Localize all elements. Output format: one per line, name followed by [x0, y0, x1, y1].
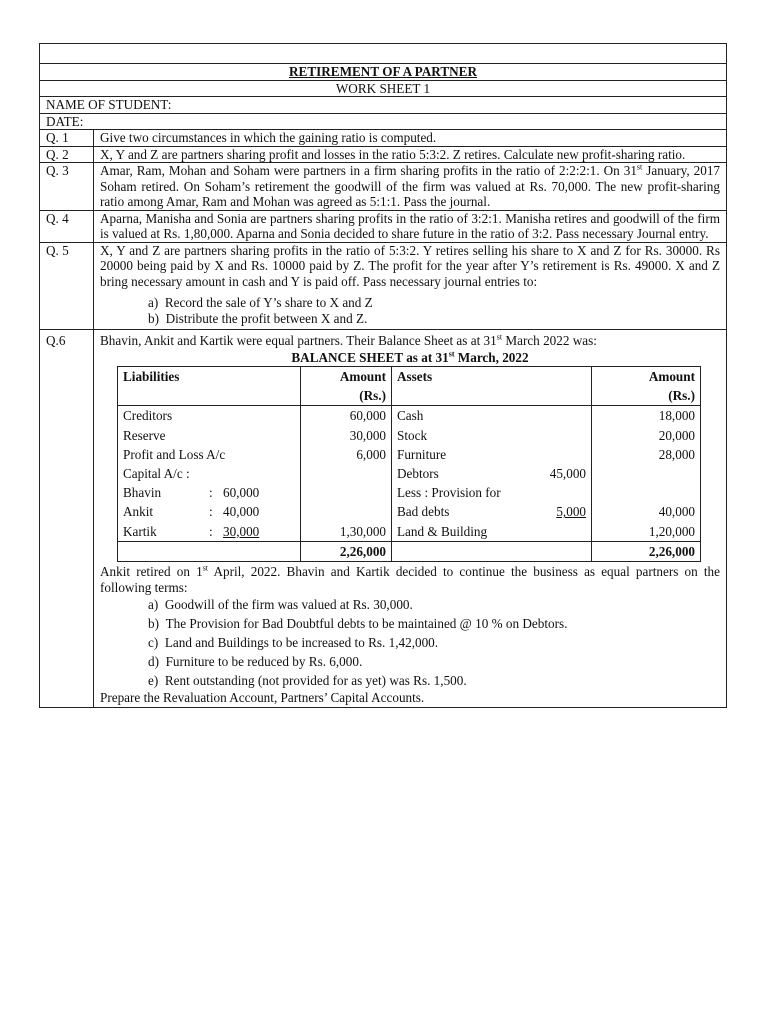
term-item: d) Furniture to be reduced by Rs. 6,000. [148, 654, 363, 670]
asset-label: Debtors [397, 466, 439, 482]
question-text [94, 163, 727, 211]
asset-amount: 28,000 [658, 446, 695, 462]
amount-header [301, 367, 392, 406]
question-text [100, 564, 720, 595]
provision-amount: 5,000 [556, 504, 586, 520]
amount-header [592, 367, 701, 406]
partner-capital: 40,000 [223, 504, 260, 520]
partner-capital-row [123, 483, 295, 502]
date-field[interactable]: DATE: [40, 113, 727, 130]
question-text-part: April, 2022. Bhavin and Kartik decided to continue the business as equal partners on the following terms: [100, 564, 720, 595]
term-item: e) Rent outstanding (not provided for as yet) was Rs. 1,500. [148, 673, 467, 689]
question-text: X, Y and Z are partners sharing profits in the ratio of 5:3:2. Y retires selling his share to X and Z for Rs. 30000. Rs 20000 being paid by X and Rs. 10000 paid by Z. The profit for the year after Y’s retirement is Rs. 49000. X and Z bring necessary amount in cash and Y is paid off. Pass necessary journal entries to: [100, 242, 720, 289]
question-body [94, 242, 727, 330]
liability-label: Reserve [123, 427, 166, 443]
worksheet-subtitle: WORK SHEET 1 [40, 80, 727, 97]
partner-name: Ankit [123, 504, 154, 520]
question-text-part: Bhavin, Ankit and Kartik were equal partners. Their Balance Sheet as at 31 [100, 333, 497, 348]
assets-column [392, 406, 592, 541]
liabilities-total: 2,26,000 [301, 541, 392, 561]
superscript: st [496, 332, 503, 342]
partner-name: Kartik [123, 523, 157, 539]
question-text-part: Amar, Ram, Mohan and Soham were partners in a firm sharing profits in the ratio of 2:2:2:1. On 31 [100, 163, 637, 178]
liability-amount: 6,000 [356, 446, 386, 462]
question-text-part: March 2022 was: [502, 333, 597, 348]
question-number: Q. 2 [40, 146, 94, 163]
debtors-row [397, 464, 586, 483]
asset-label: Cash [397, 408, 424, 424]
currency-header-label: (Rs.) [359, 388, 386, 404]
assets-header: Assets [392, 367, 592, 406]
question-text: Aparna, Manisha and Sonia are partners sharing profits in the ratio of 3:2:1. Manisha retires and goodwill of the firm is valued at Rs. 1,80,000. Aparna and Sonia decided to share future in the ratio of 3:2. Pass necessary Journal entry. [94, 210, 727, 242]
blank-header-row [40, 44, 727, 64]
question-text-part: January, 2017 Soham retired. On Soham’s retirement the goodwill of the firm was valued at Rs. 70,000. The new profit-sharing ratio among Amar, Ram and Mohan was agreed as 5:1:1. Pass the journal. [100, 163, 721, 209]
question-number: Q. 1 [40, 130, 94, 147]
question-number: Q. 5 [40, 242, 94, 330]
provision-row [397, 502, 586, 521]
question-row [40, 330, 727, 708]
term-item: b) The Provision for Bad Doubtful debts to be maintained @ 10 % on Debtors. [148, 616, 568, 632]
title-part: March, 2022 [454, 349, 529, 365]
currency-header-label: (Rs.) [668, 388, 695, 404]
colon: : [209, 504, 213, 520]
partner-capital: 60,000 [223, 485, 260, 501]
superscript: st [202, 563, 209, 573]
assets-amount-column [592, 406, 701, 541]
net-debtors-amount: 40,000 [658, 504, 695, 520]
title-part: BALANCE SHEET as at 31 [291, 349, 449, 365]
capital-label: Capital A/c : [123, 466, 190, 482]
superscript: st [636, 162, 643, 172]
provision-label: Less : Provision for [397, 485, 501, 501]
liabilities-column [118, 406, 301, 541]
question-row [40, 163, 727, 211]
sub-question-list [100, 295, 720, 326]
provision-label: Bad debts [397, 504, 450, 520]
partner-capital-row [123, 522, 295, 541]
term-item: a) Goodwill of the firm was valued at Rs. 30,000. [148, 597, 413, 613]
asset-label: Furniture [397, 446, 447, 462]
balance-sheet-total-row [118, 541, 701, 561]
worksheet-table [39, 43, 727, 708]
student-name-field[interactable]: NAME OF STUDENT: [40, 97, 727, 114]
asset-label: Stock [397, 427, 428, 443]
question-number: Q. 4 [40, 210, 94, 242]
capital-total: 1,30,000 [339, 523, 386, 539]
asset-amount: 18,000 [658, 408, 695, 424]
liabilities-amount-column [301, 406, 392, 541]
question-row [40, 242, 727, 330]
liability-label: Profit and Loss A/c [123, 446, 226, 462]
question-row [40, 130, 727, 147]
amount-header-label: Amount [339, 369, 386, 384]
superscript: st [448, 349, 455, 359]
liability-label: Creditors [123, 408, 173, 424]
balance-sheet-body-row [118, 406, 701, 541]
question-number: Q.6 [40, 330, 94, 708]
balance-sheet-title [100, 350, 720, 366]
debtors-gross: 45,000 [549, 466, 586, 482]
title-row [40, 64, 727, 81]
subtitle-row [40, 80, 727, 97]
asset-label: Land & Building [397, 523, 488, 539]
amount-header-label: Amount [648, 369, 695, 384]
partner-capital-row [123, 502, 295, 521]
partner-capital: 30,000 [223, 523, 260, 539]
date-row [40, 113, 727, 130]
liability-amount: 30,000 [349, 427, 386, 443]
question-row [40, 146, 727, 163]
question-text [100, 333, 720, 349]
question-body [94, 330, 727, 708]
balance-sheet-table [117, 366, 701, 562]
total-blank [392, 541, 592, 561]
balance-sheet-header-row [118, 367, 701, 406]
colon: : [209, 523, 213, 539]
sub-question: a) Record the sale of Y’s share to X and Z [148, 295, 373, 310]
asset-amount: 20,000 [658, 427, 695, 443]
question-text-part: Ankit retired on 1 [100, 564, 203, 580]
question-row [40, 210, 727, 242]
asset-amount: 1,20,000 [648, 523, 695, 539]
terms-list [100, 595, 720, 690]
worksheet-title: RETIREMENT OF A PARTNER [40, 64, 727, 81]
assets-total: 2,26,000 [592, 541, 701, 561]
total-blank [118, 541, 301, 561]
name-row [40, 97, 727, 114]
question-text: Give two circumstances in which the gaining ratio is computed. [94, 130, 727, 147]
sub-question: b) Distribute the profit between X and Z. [148, 310, 368, 326]
closing-instruction: Prepare the Revaluation Account, Partners’ Capital Accounts. [100, 690, 425, 706]
liability-amount: 60,000 [349, 408, 386, 424]
colon: : [209, 485, 213, 501]
term-item: c) Land and Buildings to be increased to Rs. 1,42,000. [148, 635, 439, 651]
liabilities-header: Liabilities [118, 367, 301, 406]
question-text: X, Y and Z are partners sharing profit and losses in the ratio 5:3:2. Z retires. Calculate new profit-sharing ratio. [94, 146, 727, 163]
partner-name: Bhavin [123, 485, 162, 501]
question-number: Q. 3 [40, 163, 94, 211]
